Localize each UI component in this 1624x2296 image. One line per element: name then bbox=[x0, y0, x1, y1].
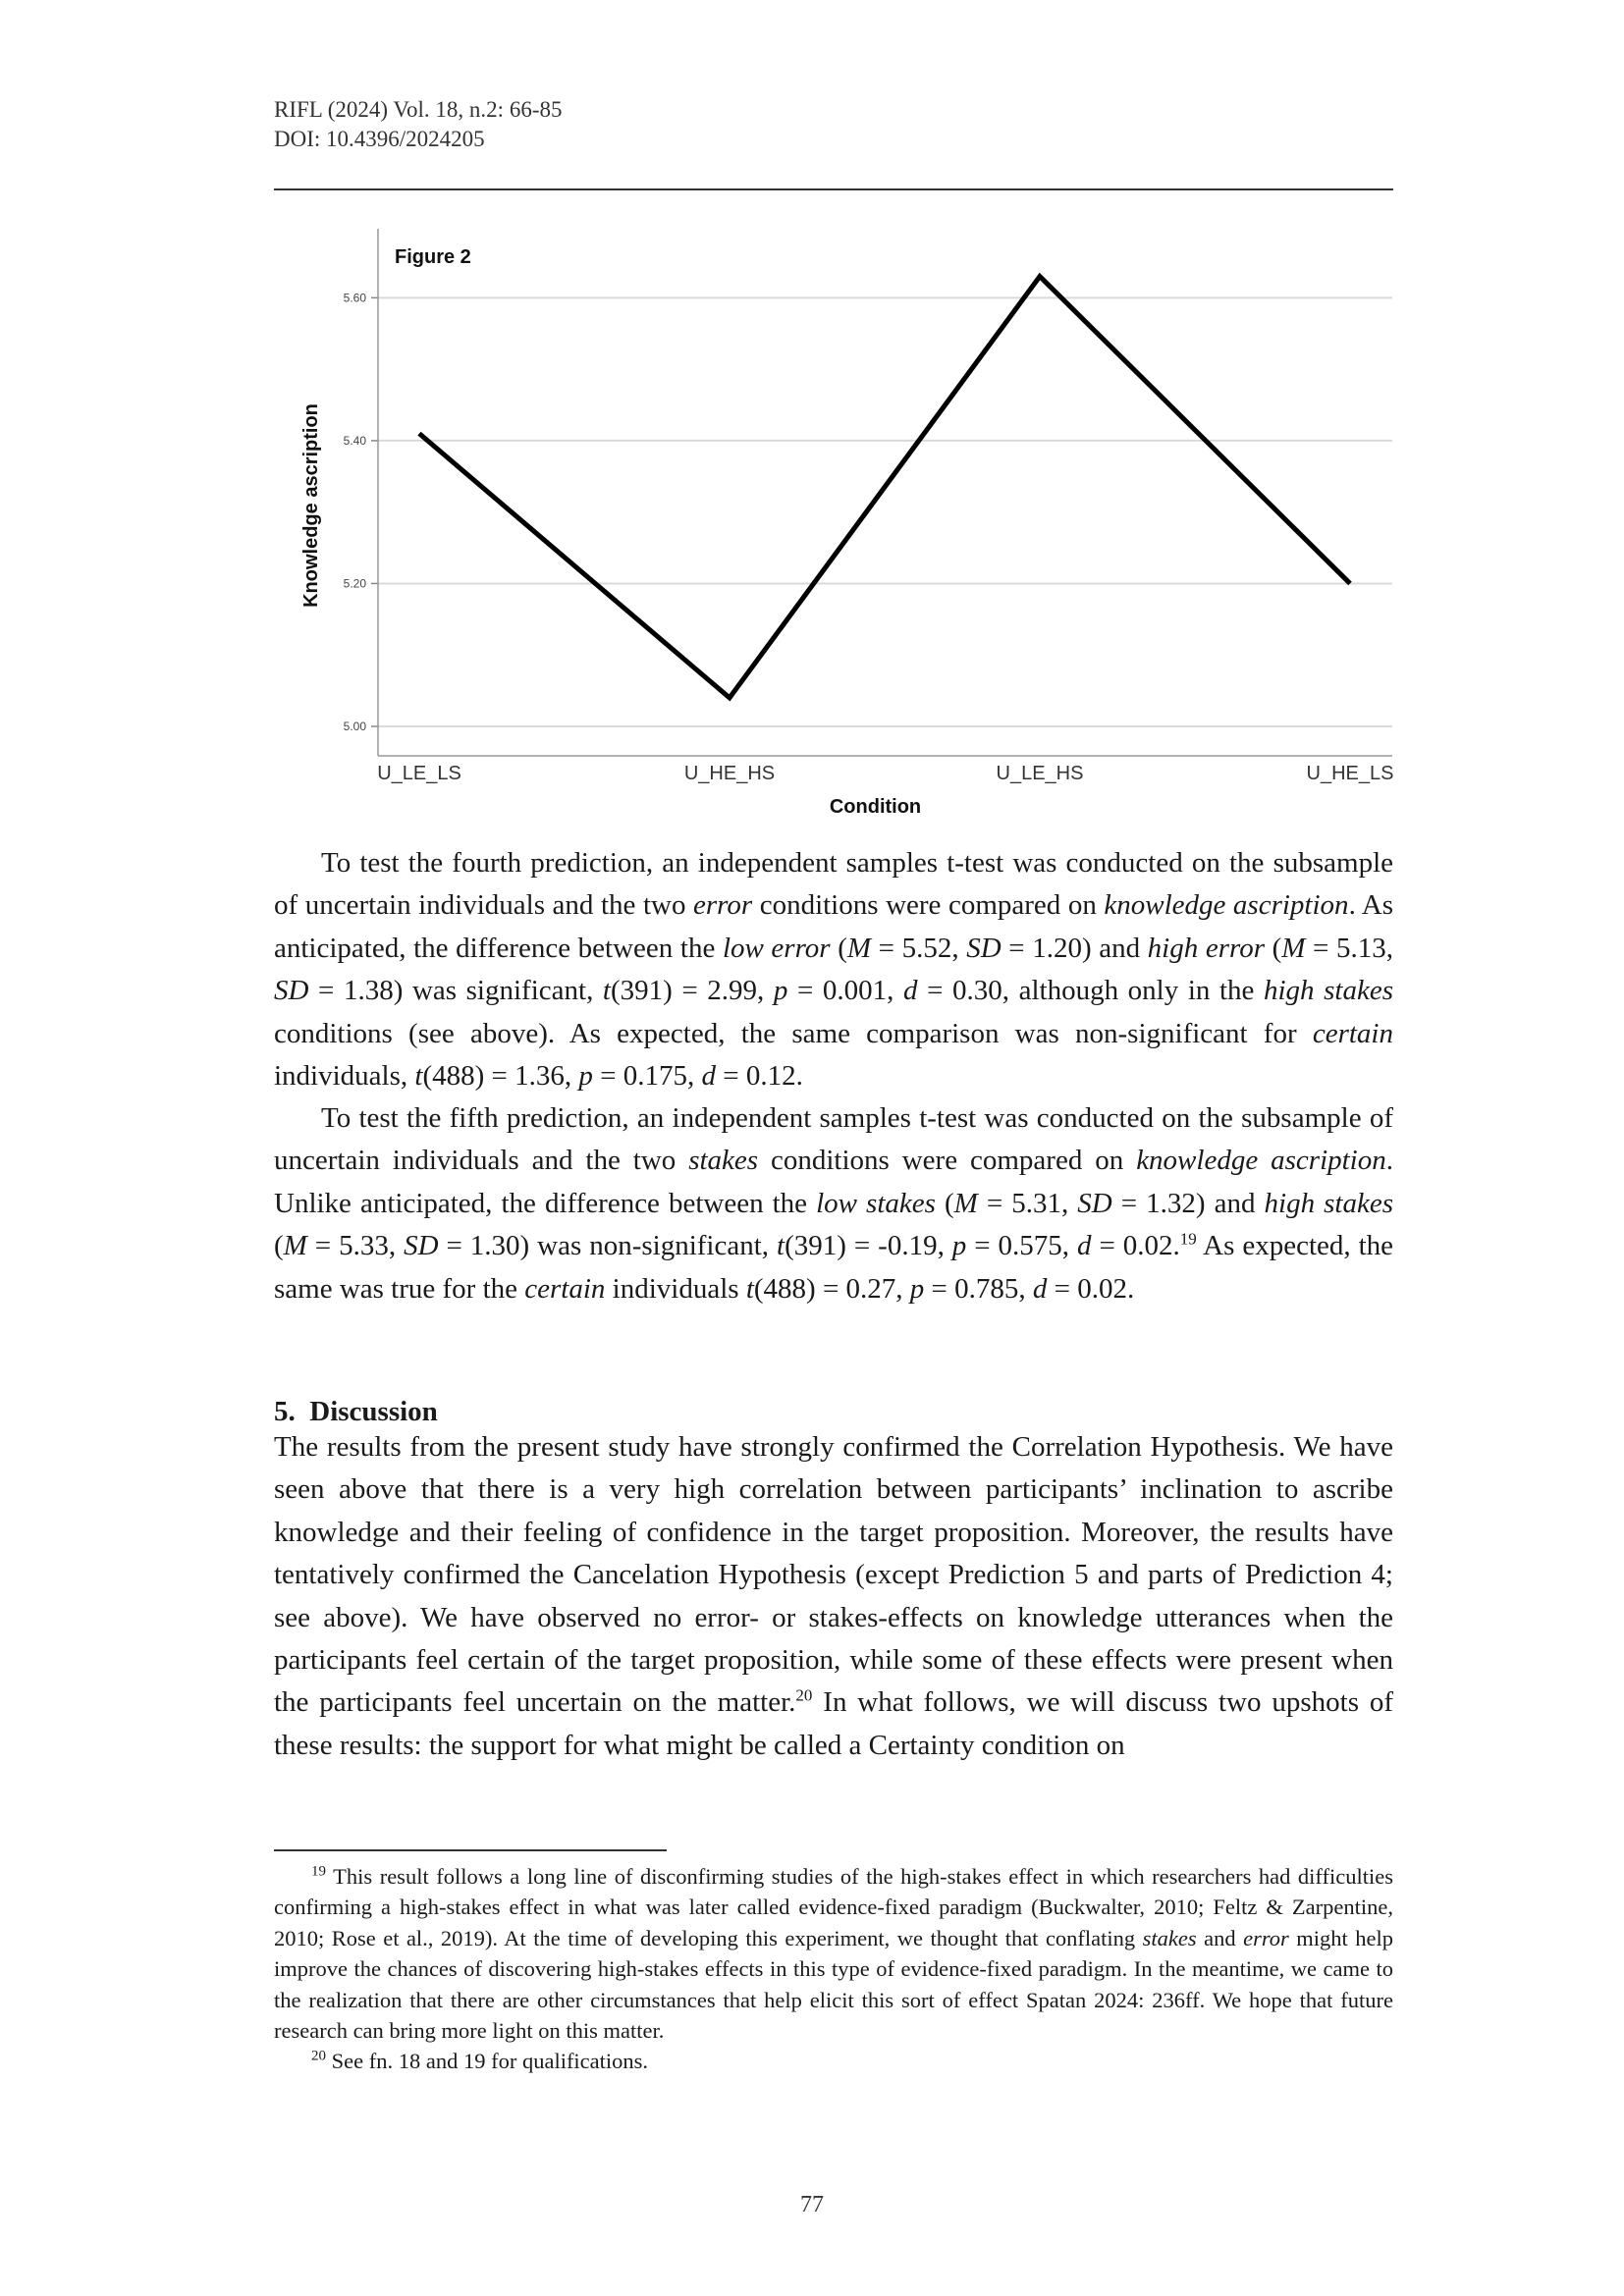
paragraph-fourth-prediction: To test the fourth prediction, an independent samples t-test was conducted on the subsample of uncertain individuals and the two error conditions were compared on knowledge ascription. As anticipated, the difference between the low error (M = 5.52, SD = 1.20) and high error (M = 5.13, SD = 1.38) was significant, t(391) = 2.99, p = 0.001, d = 0.30, although only in the high stakes conditions (see above). As expected, the same comparison was non-significant for certain individuals, t(488) = 1.36, p = 0.175, d = 0.12. bbox=[274, 847, 1393, 1093]
footnotes bbox=[274, 1861, 1393, 2077]
paragraph-discussion: The results from the present study have strongly confirmed the Correlation Hypothesis. We have seen above that there is a very high correlation between participants’ inclination to ascribe knowledge and their feeling of confidence in the target proposition. Moreover, the results have tentatively confirmed the Cancelation Hypothesis (except Prediction 5 and parts of Prediction 4; see above). We have observed no error- or stakes-effects on knowledge utterances when the participants feel certain of the target proposition, while some of these effects were present when the participants feel uncertain on the matter.$^{20}$ In what follows, we will discuss two upshots of these results: the support for what might be called a Certainty condition on bbox=[274, 1431, 1394, 1761]
chart-labels bbox=[300, 246, 1393, 818]
footnote-19: $^{19}$ This result follows a long line of disconfirming studies of the high-stakes effect in which researchers had difficulties confirming a high-stakes effect in what was later called evidence-fixed paradigm (Buckwalter, 2010; Feltz & Zarpentine, 2010; Rose et al., 2019). At the time of developing this experiment, we thought that conflating stakes and error might help improve the chances of discovering high-stakes effects in this type of evidence-fixed paradigm. In the meantime, we came to the realization that there are other circumstances that help elicit this sort of effect Spatan 2024: 236ff. We hope that future research can bring more light on this matter. bbox=[274, 1863, 1393, 2044]
running-header bbox=[274, 95, 562, 154]
series-line bbox=[419, 277, 1350, 698]
paragraph-fifth-prediction: To test the fifth prediction, an independent samples t-test was conducted on the subsample of uncertain individuals and the two stakes conditions were compared on knowledge ascription. Unlike anticipated, the difference between the low stakes (M = 5.31, SD = 1.32) and high stakes (M = 5.33, SD = 1.30) was non-significant, t(391) = -0.19, p = 0.575, d = 0.02.19 As expected, the same was true for the certain individuals t(488) = 0.27, p = 0.785, d = 0.02. bbox=[274, 1102, 1394, 1305]
y-axis-label: Knowledge ascription bbox=[300, 403, 322, 608]
x-tick-label: U_LE_HS bbox=[996, 763, 1084, 784]
header-rule bbox=[274, 188, 1393, 190]
footnote-20: $^{20}$ See fn. 18 and 19 for qualifications. bbox=[311, 2048, 649, 2074]
x-tick-label: U_HE_HS bbox=[683, 763, 776, 784]
footnote-ref-19: 19 bbox=[1179, 1229, 1197, 1249]
x-tick-label: U_HE_LS bbox=[1306, 763, 1394, 784]
chart-series bbox=[419, 276, 1350, 698]
y-tick-label: 5.00 bbox=[343, 720, 366, 733]
page-number: 77 bbox=[800, 2192, 824, 2217]
chart-grid bbox=[378, 297, 1392, 726]
x-axis-label: Condition bbox=[829, 796, 922, 818]
section-heading-discussion: 5. Discussion bbox=[274, 1396, 438, 1427]
line-chart bbox=[285, 221, 1394, 839]
journal-citation: RIFL (2024) Vol. 18, n.2: 66-85 bbox=[274, 97, 563, 122]
y-tick-label: 5.40 bbox=[343, 433, 366, 448]
chart-title: Figure 2 bbox=[395, 246, 471, 268]
y-tick-label: 5.60 bbox=[343, 291, 366, 305]
x-tick-label: U_LE_LS bbox=[377, 763, 461, 784]
footnote-ref-20: 20 bbox=[795, 1685, 813, 1705]
figure-2 bbox=[285, 221, 1394, 839]
footnote-rule bbox=[274, 1849, 667, 1851]
doi: DOI: 10.4396/2024205 bbox=[274, 127, 485, 151]
y-tick-label: 5.20 bbox=[343, 576, 366, 591]
